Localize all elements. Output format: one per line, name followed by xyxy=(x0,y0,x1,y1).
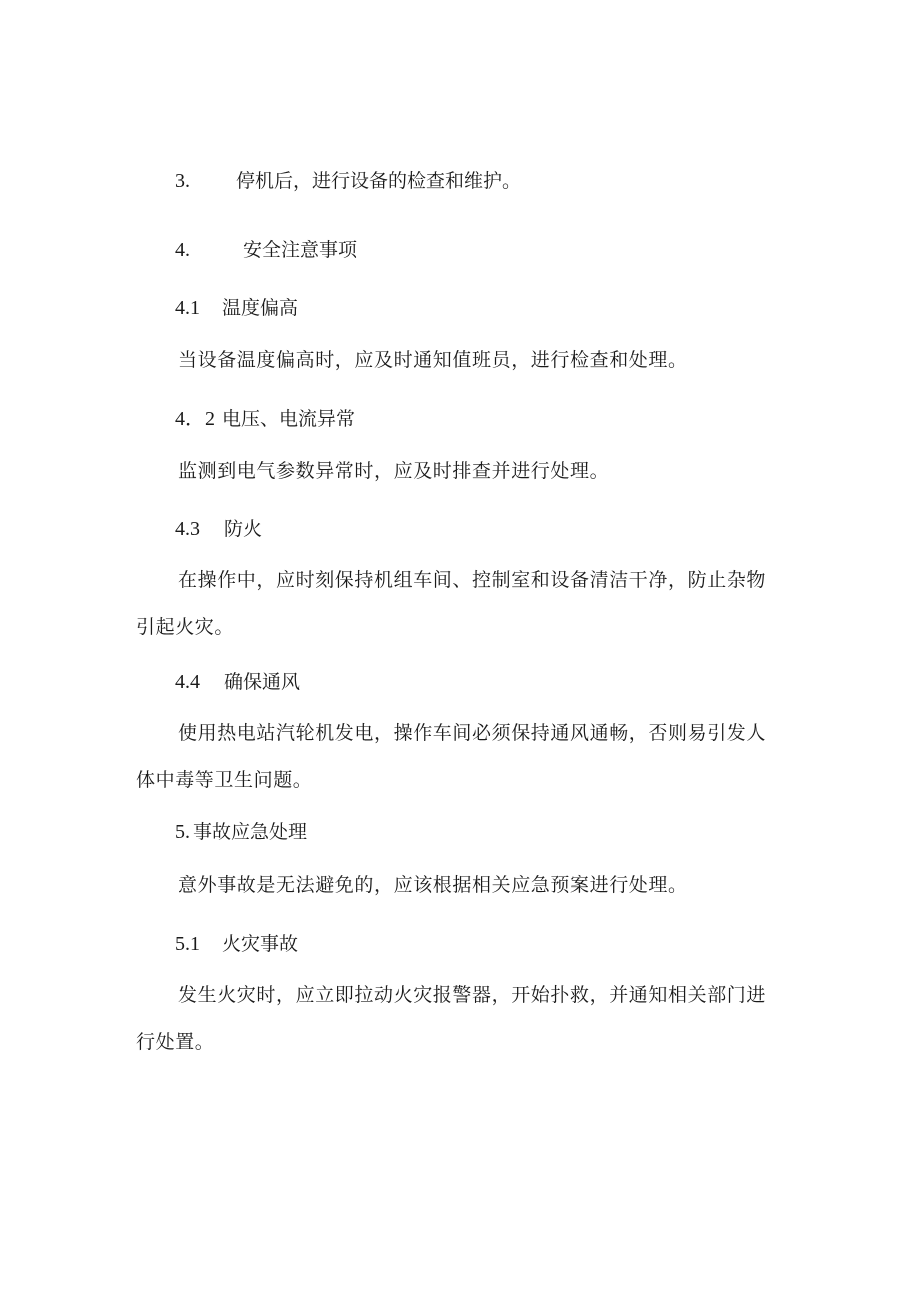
section-4-2-number: 4．2 xyxy=(175,408,215,430)
section-4-3-title: 防火 xyxy=(224,518,263,540)
section-5-body: 意外事故是无法避免的，应该根据相关应急预案进行处理。 xyxy=(178,874,688,896)
section-4-4-title: 确保通风 xyxy=(224,671,301,693)
item-4-heading: 安全注意事项 xyxy=(243,239,358,261)
section-5-1-body: 发生火灾时，应立即拉动火灾报警器，开始扑救，并通知相关部门进行处置。 xyxy=(136,984,767,1053)
item-4-number: 4. xyxy=(175,239,190,261)
section-4-1-body: 当设备温度偏高时，应及时通知值班员，进行检查和处理。 xyxy=(178,349,688,371)
section-4-2-body: 监测到电气参数异常时，应及时排查并进行处理。 xyxy=(178,460,610,482)
section-4-3-body: 在操作中，应时刻保持机组车间、控制室和设备清洁干净，防止杂物引起火灾。 xyxy=(136,569,767,638)
section-5-1-title: 火灾事故 xyxy=(222,933,299,955)
section-4-1-title: 温度偏高 xyxy=(222,297,299,319)
section-4-1-number: 4.1 xyxy=(175,297,200,319)
section-4-3-number: 4.3 xyxy=(175,518,200,540)
section-4-4-body: 使用热电站汽轮机发电，操作车间必须保持通风通畅，否则易引发人体中毒等卫生问题。 xyxy=(136,722,767,791)
item-3-number: 3. xyxy=(175,170,190,192)
section-5-1-number: 5.1 xyxy=(175,933,200,955)
section-5-number: 5. xyxy=(175,821,190,843)
item-3-text: 停机后，进行设备的检查和维护。 xyxy=(236,170,522,192)
section-5-title: 事故应急处理 xyxy=(193,821,308,843)
section-4-4-number: 4.4 xyxy=(175,671,200,693)
section-4-2-title: 电压、电流异常 xyxy=(222,408,356,430)
